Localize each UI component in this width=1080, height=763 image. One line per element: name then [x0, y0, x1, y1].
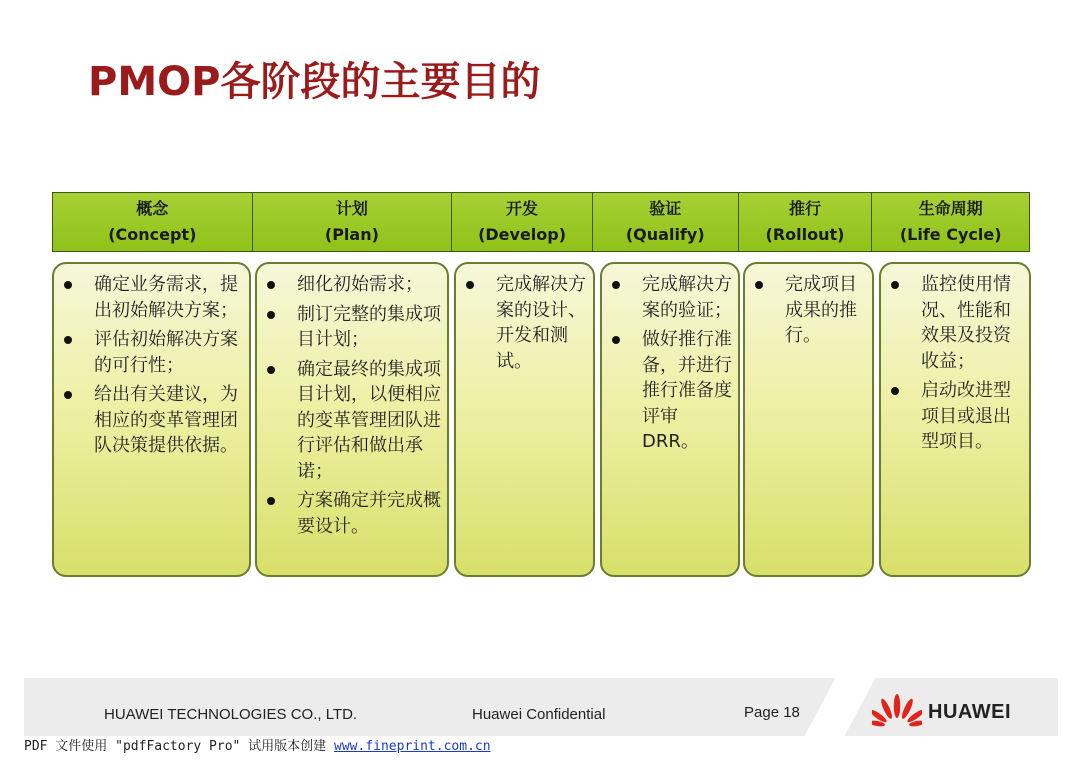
bullet-icon	[612, 336, 620, 344]
bullet-icon	[267, 281, 275, 289]
list-item	[60, 327, 243, 378]
footer-confidential: Huawei Confidential	[472, 706, 606, 723]
list-item	[608, 272, 732, 323]
footer-page-number: Page 18	[744, 704, 800, 721]
bullet-icon	[891, 281, 899, 289]
item-text: 完成项目成果的推行。	[785, 274, 857, 346]
bullet-icon	[267, 366, 275, 374]
item-text: 完成解决方案的验证；	[642, 274, 732, 321]
bullet-icon	[891, 387, 899, 395]
huawei-petal-icon	[872, 694, 922, 730]
phase-name: 生命周期	[918, 199, 983, 218]
item-text: 制订完整的集成项目计划；	[297, 303, 441, 350]
page-title: PMOP各阶段的主要目的	[88, 59, 541, 105]
footer-company: HUAWEI TECHNOLOGIES CO., LTD.	[104, 706, 358, 723]
phase-header-rollout	[739, 193, 873, 251]
item-text: 确定业务需求，提出初始解决方案；	[94, 274, 238, 321]
bullet-icon	[612, 281, 620, 289]
pdf-note-text: PDF 文件使用 "pdfFactory Pro" 试用版本创建	[24, 739, 335, 754]
phase-header-concept	[53, 193, 253, 251]
item-text: 确定最终的集成项目计划，以便相应的变革管理团队进行评估和做出承诺；	[297, 358, 441, 482]
list-item	[263, 302, 441, 353]
list-item	[462, 272, 587, 374]
bullet-icon	[64, 391, 72, 399]
phase-box-rollout	[743, 262, 874, 577]
phase-box-plan	[255, 262, 449, 577]
bullet-icon	[267, 497, 275, 505]
list-item	[608, 327, 732, 455]
list-item	[60, 272, 243, 323]
phase-name: 验证	[649, 199, 682, 218]
logo-text: HUAWEI	[928, 700, 1011, 723]
item-text: 做好推行准备，并进行推行准备度评审DRR。	[642, 329, 732, 452]
phase-name: 推行	[788, 199, 821, 218]
list-item	[263, 272, 441, 298]
phase-en: (Develop)	[478, 225, 567, 244]
list-item	[887, 272, 1023, 374]
item-text: 评估初始解决方案的可行性；	[94, 329, 238, 376]
phase-header-plan	[253, 193, 453, 251]
huawei-logo	[872, 694, 1011, 730]
item-text: 完成解决方案的设计、开发和测试。	[496, 274, 586, 372]
phase-en: (Qualify)	[625, 225, 705, 244]
phase-box-qualify	[600, 262, 740, 577]
phase-box-concept	[52, 262, 251, 577]
phase-header-lifecycle	[872, 193, 1029, 251]
phase-box-lifecycle	[879, 262, 1031, 577]
item-text: 方案确定并完成概要设计。	[297, 490, 441, 537]
phase-en: (Rollout)	[765, 225, 845, 244]
item-text: 监控使用情况、性能和效果及投资收益；	[921, 274, 1011, 372]
phase-name: 计划	[335, 199, 368, 218]
phase-box-develop	[454, 262, 595, 577]
item-text: 给出有关建议，为相应的变革管理团队决策提供依据。	[94, 384, 238, 456]
bullet-icon	[267, 311, 275, 319]
pdf-watermark-note	[24, 735, 491, 754]
phase-en: (Concept)	[108, 225, 197, 244]
pdf-note-link[interactable]: www.fineprint.com.cn	[334, 739, 491, 754]
item-text: 细化初始需求；	[297, 274, 423, 295]
bullet-icon	[755, 281, 763, 289]
bullet-icon	[466, 281, 474, 289]
list-item	[60, 382, 243, 459]
bullet-icon	[64, 281, 72, 289]
phase-en: (Life Cycle)	[899, 225, 1002, 244]
item-text: 启动改进型项目或退出型项目。	[921, 380, 1011, 452]
bullet-icon	[64, 336, 72, 344]
phase-name: 概念	[136, 199, 169, 218]
list-item	[751, 272, 866, 349]
phase-header-qualify	[593, 193, 739, 251]
list-item	[887, 378, 1023, 455]
phase-name: 开发	[506, 199, 539, 218]
list-item	[263, 488, 441, 539]
phase-en: (Plan)	[324, 225, 379, 244]
phase-header-develop	[452, 193, 593, 251]
phase-header-row	[52, 192, 1030, 252]
list-item	[263, 357, 441, 485]
